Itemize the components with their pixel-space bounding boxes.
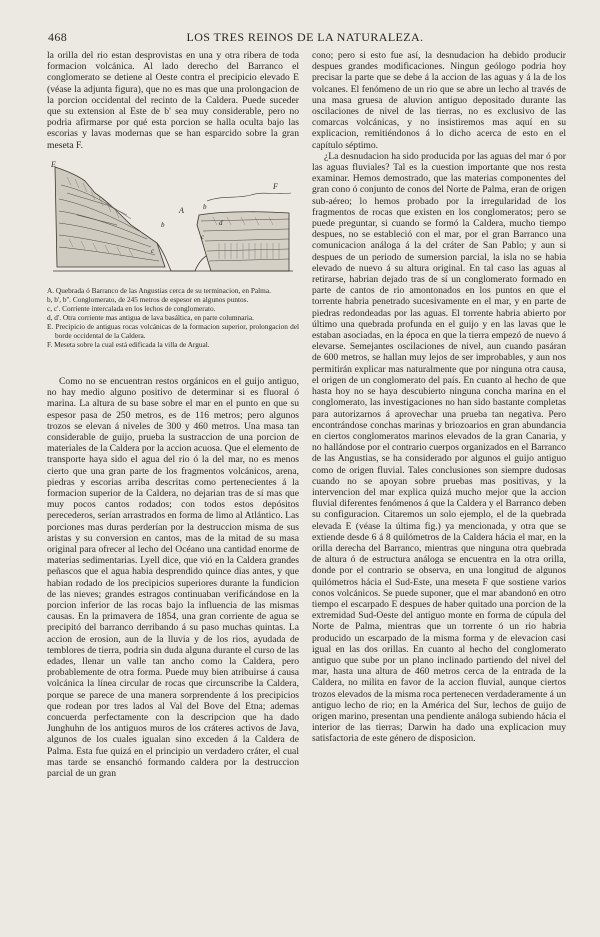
label-b-right: b <box>203 202 207 211</box>
caption-spacer <box>47 350 299 376</box>
label-e: E <box>51 159 56 169</box>
caption-line: A. Quebrada ó Barranco de las Angustias cerca de su terminacion, en Palma. <box>47 285 271 295</box>
figure-caption <box>47 287 299 350</box>
page-header <box>48 30 562 46</box>
label-d: d <box>219 218 223 227</box>
left-column <box>47 50 299 779</box>
right-paragraph-2: ¿La desnudacion ha sido producida por las aguas del mar ó por las aguas fluviales? Tal es la cuestion importante que nos resta examinar. Hemos demostrado, que las materias componentes del gran cono ó conjunto de conos del Norte de Palma, eran de origen sub-aéreo; lo hemos probado por la irregularidad de los fragmentos de rocas que existen en los conglomeratos; pero se puede preguntar, si cuando se formó la Caldera, mucho tiempo despues, no se estableció con el mar, por el gran Barranco una comunicacion análoga á la del cráter de San Pablo; y aun si despues de un periodo de sumersion parcial, la isla no se habia elevado de nuevo á su altura original. En tal caso las aguas al retirarse, habrian dejado tras de sí un conglomerato formado en parte de cantos de rio amontonados en los puntos en que el torrente habria penetrado sucesivamente en el mar, y en parte de piedras redondeadas por las aguas. El torrente habria abierto por último una quebrada profunda en el guijo y en las lavas que le estaban asociadas, en la época en que la tierra empezó de nuevo á elevarse. Semejantes oscilaciones de nivel, aun cuando pasáran de 600 metros, se hallan muy lejos de ser improbables, y aun nos permitirán explicar mas naturalmente que por ninguna otra causa, el origen de un conglomerato del país. En cuanto al hecho de que hasta hoy no se haya descubierto ninguna concha marina en el conglomerato, las investigaciones no han sido bastante completas para autorizarnos á aprovechar una prueba tan negativa. Pero encontrándose conchas marinas y briozoarios en gran abundancia en ciertos conglomeratos marinos elevados de la gran Canaria, y no hallándose por el contrario cuerpos organizados en el Barranco de las Angustias, se ha considerado por algunos el guijo antiguo como de origen fluvial. Tales conclusiones son siempre dudosas cuando no se apoyan sobre pruebas mas positivas, y la intervencion del mar explica quizá mucho mejor que la accion fluvial diferentes fenómenos á que la Caldera y el Barranco deben su configuracion. Citaremos un solo ejemplo, el de la quebrada elevada E (véase la última fig.) ya mencionada, y otra que se extiende desde 6 á 8 quilómetros de la Caldera hácia el mar, en la orilla derecha del Barranco, mientras que ninguna otra quebrada de altura ó de estructura análoga se encuentra en la otra orilla, donde por el contrario se observa, en una longitud de algunos quilómetros hácia el Sud-Este, una meseta F que sostiene varios conos volcánicos. Se puede suponer, que el mar abandonó en otro tiempo el escarpado E despues de haber quitado una porcion de la extremidad Sud-Oeste del antiguo monte en forma de cúpula del Norte de Palma, mientras que un torrente ó un rio habria producido un escarpado de la misma forma y de elevacion casi igual en las dos orillas. En cuanto al hecho del conglomerato antiguo que sube por un plano inclinado partiendo del nivel del mar, hasta una altura de 460 metros cerca de la entrada de la Caldera, no milita en favor de la accion fluvial, aunque ciertos trozos elevados de la misma roca pertenecen verdaderamente á un antiguo lecho de rio; en la América del Sur, lechos de guijo de origen marino, presentan una pendiente análoga subiendo hácia el interior de las tierras; Darwin ha dado una explicacion muy satisfactoria de este género de disposicion. <box>312 150 566 745</box>
caption-line: d, d'. Otra corriente mas antigua de lava basáltica, en parte columnaria. <box>47 313 254 323</box>
caption-line: c, c'. Corriente intercalada en los lechos de conglomerato. <box>47 304 216 314</box>
cliff-e-shape <box>55 167 165 267</box>
caption-line: F. Meseta sobre la cual está edificada la villa de Argual. <box>47 339 210 349</box>
running-title: LOS TRES REINOS DE LA NATURALEZA. <box>186 30 424 44</box>
caption-line: E. Precipicio de antiguas rocas volcánicas de la formacion superior, prolongacion del borde occidental de la Caldera. <box>47 322 299 340</box>
left-paragraph-2: Como no se encuentran restos orgánicos en el guijo antiguo, no hay medio alguno positivo de determinar si es fluoral ó marina. La altura de su base sobre el mar en el punto en que su espesor pasa de 250 metros, es de 116 metros; pero algunos trozos se elevan á niveles de 300 y 460 metros. Una masa tan considerable de guijo, prueba la sustraccion de una porcion de materiales de la Caldera por la accion acuosa. Que el elemento de transporte haya sido el agua del rio ó la del mar, no es menos cierto que una gran parte de los fragmentos volcánicos, arena, piedras y escorias arriba descritas como pertenecientes á la formacion superior de la Caldera, no dejarian tras de sí mas que muy pocos cantos rodados; con todos estos depósitos perecederos, serían arrastrados en forma de limo al Atlántico. Las porciones mas duras perderían por la destruccion misma de sus aristas y su conversion en cantos, mas de la mitad de su masa original para ofrecer al lecho del Océano una cantidad enorme de materias sedimentarias. Lyell dice, que vió en la Caldera grandes peñascos que el agua habia desprendido quince dias antes, y que habian rodado de los precipicios superiores durante la fundicion de las nieves; grandes estragos continuaban verificándose en la porcion inferior de las rocas bajo la influencia de las mismas causas. En la primavera de 1854, una gran corriente de agua se precipitó del barranco derribando á su paso muchas quintas. La accion de erosion, aun de la lluvia y de los rios, ayudada de temblores de tierra, podria sin duda alguna durante el curso de las edades, llenar un valle tan ancho como la Caldera, pero probablemente de otra forma. Puede muy bien atribuirse á causa volcánica la línea circular de rocas que circunscribe la Caldera, porque se parece de una manera sorprendente á los precipicios que rodean por tres lados al Val del Bove del Etna; ademas concuerda perfectamente con la descripcion que ha dado Junghuhn de los antiguos muros de los cráteres activos de Java, algunos de los cuales igualan sino exceden á la Caldera de Palma. Esta fue quizá en el principio un verdadero cráter, el cual mas tarde se ensanchó formando caldera por la destruccion parcial de un gran <box>47 375 300 780</box>
right-paragraph-1: cono; pero si esto fue así, la desnudacion ha debido producir despues grandes modificaciones. Ningun geólogo podria hoy precisar la parte que se debe á la accion de las aguas y á la de los volcanes. El fenómeno de un rio que se abre un lecho al través de una masa gruesa de aluvion antiguo depositado durante las oscilaciones de nivel de las tierras, no es exclusivo de las comarcas volcánicas, y no insistiremos mas aquí en su explicacion, remitiéndonos á lo dicho acerca de esto en el capítulo séptimo. <box>312 50 566 151</box>
page-number: 468 <box>48 30 68 44</box>
label-a: A <box>179 205 184 215</box>
cross-section-illustration <box>47 155 297 285</box>
label-c-right: c <box>201 232 205 241</box>
caption-line: b, b', b''. Conglomerato, de 245 metros de espesor en algunos puntos. <box>47 294 249 304</box>
right-column <box>312 50 566 745</box>
label-f: F <box>273 181 278 191</box>
left-paragraph-1: la orilla del rio estan desprovistas en una y otra ribera de toda formacion volcánica. Al lado derecho del Barranco el conglomerato se detiene al Oeste contra el precipicio elevado E (véase la adjunta figura), que no es mas que una prolongacion de la porcion occidental del recinto de la Caldera. Puede suceder que su extension al Este de b' sea muy considerable, pero no podria afirmarse por qué esta porcion se halla oculta bajo las escorias y lavas modernas que se han esparcido sobre la gran meseta F. <box>47 50 299 151</box>
geological-figure <box>47 155 297 285</box>
label-c-left: c <box>151 246 155 255</box>
plateau-f-line <box>207 193 291 201</box>
label-b-left: b <box>161 220 165 229</box>
